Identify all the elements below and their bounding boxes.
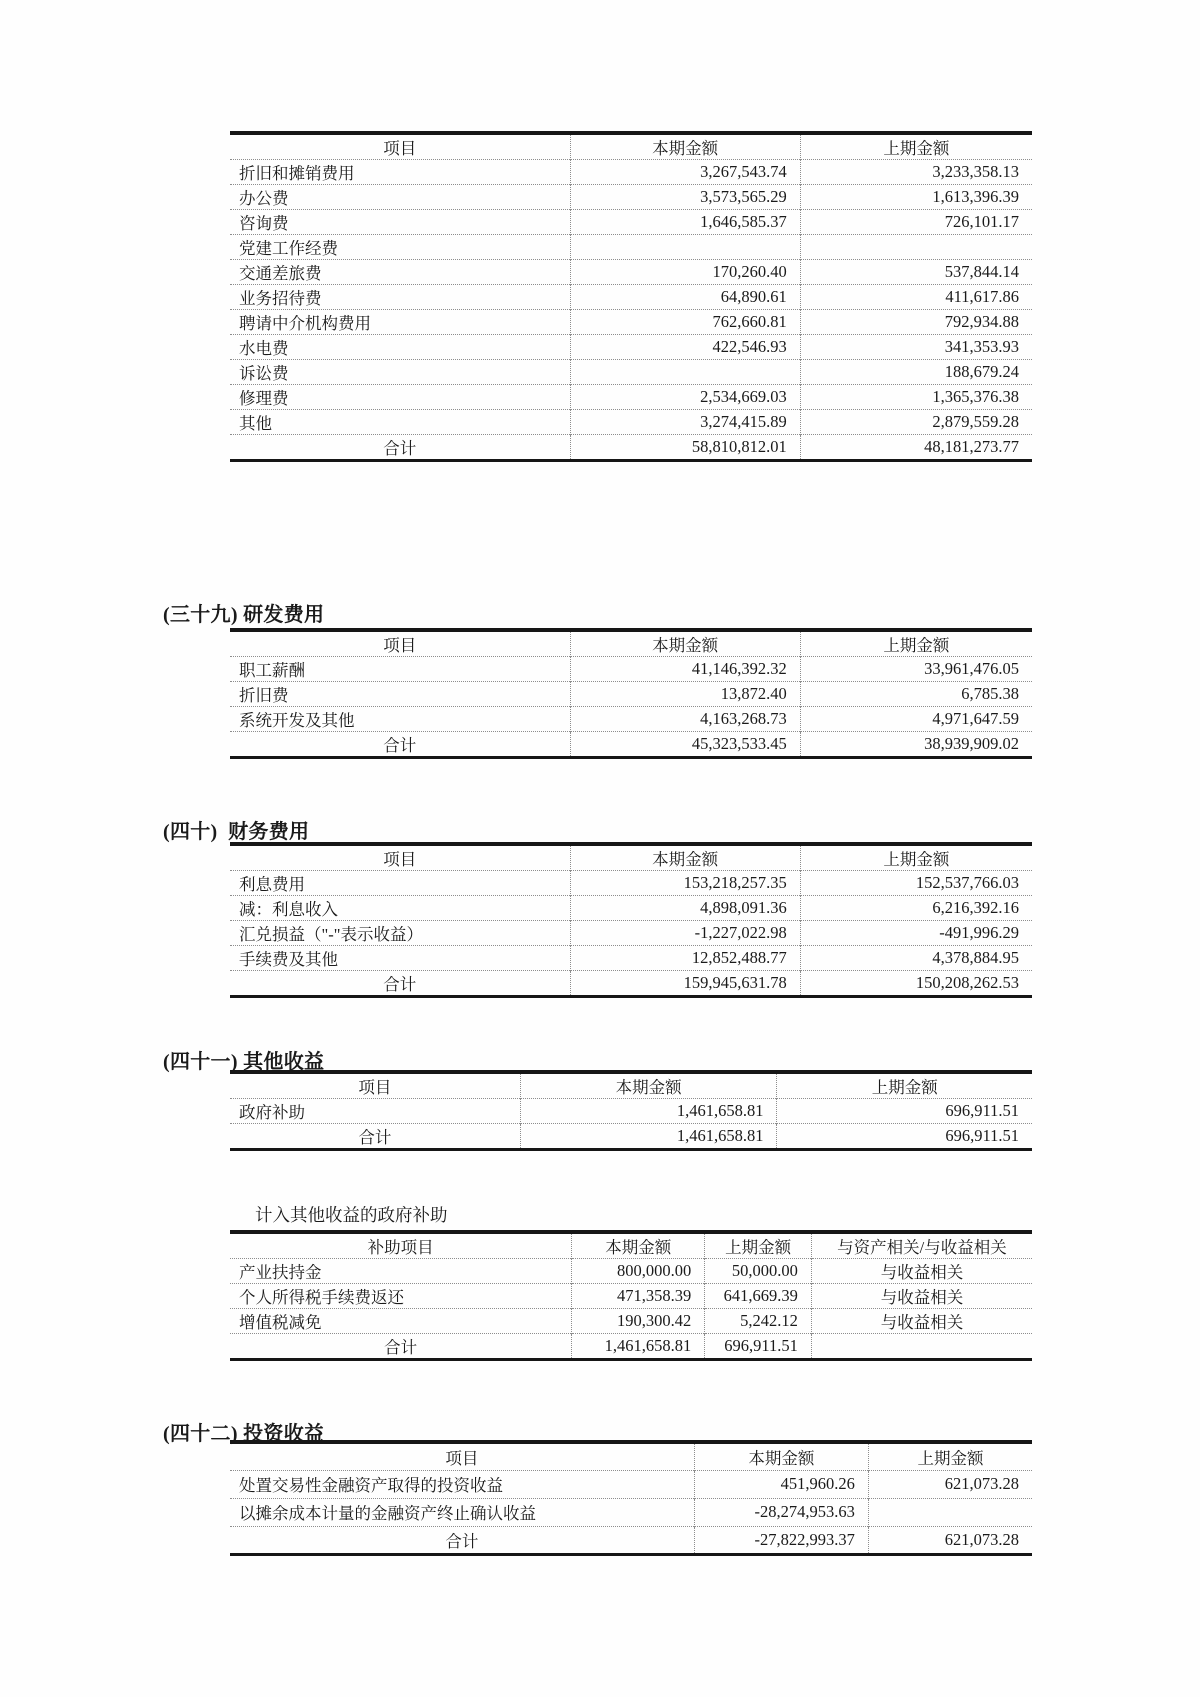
amount-cell: 4,378,884.95 xyxy=(932,948,1019,967)
amount-cell: 537,844.14 xyxy=(944,262,1019,281)
header-row xyxy=(230,1232,1032,1259)
amount-cell: 1,613,396.39 xyxy=(932,187,1019,206)
item-label: 利息费用 xyxy=(230,871,570,896)
table-row xyxy=(230,1470,1032,1498)
column-header: 项目 xyxy=(230,630,570,657)
amount-cell: 13,872.40 xyxy=(570,682,800,707)
amount-cell: -28,274,953.63 xyxy=(694,1498,868,1526)
table-row xyxy=(230,185,1032,210)
total-label: 合计 xyxy=(230,1124,520,1150)
amount-cell: 45,323,533.45 xyxy=(570,732,800,758)
amount-cell: 641,669.39 xyxy=(705,1284,812,1309)
amount-cell: 4,898,091.36 xyxy=(570,896,800,921)
amount-cell: 159,945,631.78 xyxy=(570,971,800,997)
category-cell xyxy=(800,235,1032,260)
amount-cell: 1,365,376.38 xyxy=(932,387,1019,406)
item-label: 办公费 xyxy=(230,185,570,210)
amount-cell: 4,163,268.73 xyxy=(570,707,800,732)
table-row xyxy=(230,946,1032,971)
column-header: 本期金额 xyxy=(694,1442,868,1470)
amount-cell: 33,961,476.05 xyxy=(924,659,1019,678)
column-header: 本期金额 xyxy=(572,1232,705,1259)
item-label: 党建工作经费 xyxy=(230,235,570,260)
item-label: 水电费 xyxy=(230,335,570,360)
amount-cell: 1,646,585.37 xyxy=(570,210,800,235)
total-row xyxy=(230,1334,1032,1360)
item-label: 增值税减免 xyxy=(230,1309,572,1334)
item-label: 政府补助 xyxy=(230,1099,520,1124)
column-header: 项目 xyxy=(230,133,570,160)
table-row xyxy=(230,871,1032,896)
total-row xyxy=(230,1124,1032,1150)
header-row xyxy=(230,1072,1032,1099)
item-label: 交通差旅费 xyxy=(230,260,570,285)
amount-cell: 3,573,565.29 xyxy=(570,185,800,210)
amount-cell: 1,461,658.81 xyxy=(520,1099,777,1124)
total-label: 合计 xyxy=(230,971,570,997)
item-label: 折旧费 xyxy=(230,682,570,707)
amount-cell: 2,879,559.28 xyxy=(932,412,1019,431)
period-expense-detail-table xyxy=(230,131,1032,462)
amount-cell: 4,971,647.59 xyxy=(932,709,1019,728)
amount-cell: -491,996.29 xyxy=(939,923,1019,942)
gov-grants-subtitle: 计入其他收益的政府补助 xyxy=(255,1205,448,1225)
amount-cell: 150,208,262.53 xyxy=(915,973,1019,992)
table-row xyxy=(230,657,1032,682)
amount-cell: 696,911.51 xyxy=(945,1126,1019,1145)
item-label: 修理费 xyxy=(230,385,570,410)
table-row xyxy=(230,260,1032,285)
table-row xyxy=(230,235,1032,260)
amount-cell: 190,300.42 xyxy=(572,1309,705,1334)
column-header: 补助项目 xyxy=(230,1232,572,1259)
column-header: 项目 xyxy=(230,844,570,871)
amount-cell: -1,227,022.98 xyxy=(570,921,800,946)
amount-cell: 341,353.93 xyxy=(944,337,1019,356)
table-row xyxy=(230,682,1032,707)
amount-cell: 411,617.86 xyxy=(945,287,1019,306)
amount-cell: 170,260.40 xyxy=(570,260,800,285)
amount-cell: 1,461,658.81 xyxy=(572,1334,705,1360)
amount-cell: 48,181,273.77 xyxy=(924,437,1019,456)
amount-cell: 64,890.61 xyxy=(570,285,800,310)
amount-cell: 58,810,812.01 xyxy=(570,435,800,461)
amount-cell: 422,546.93 xyxy=(570,335,800,360)
total-row xyxy=(230,435,1032,461)
financial-expenses-table xyxy=(230,842,1032,998)
table-row xyxy=(230,385,1032,410)
item-label: 系统开发及其他 xyxy=(230,707,570,732)
item-label: 手续费及其他 xyxy=(230,946,570,971)
header-row xyxy=(230,630,1032,657)
category-cell xyxy=(868,1498,1032,1526)
section-heading-financial-expenses: (四十) 财务费用 xyxy=(163,821,310,843)
amount-cell: 5,242.12 xyxy=(705,1309,812,1334)
amount-cell: 451,960.26 xyxy=(694,1470,868,1498)
total-row xyxy=(230,1526,1032,1554)
amount-cell: 621,073.28 xyxy=(944,1474,1019,1493)
column-header: 项目 xyxy=(230,1072,520,1099)
investment-income-table xyxy=(230,1440,1032,1556)
table-row xyxy=(230,921,1032,946)
table-row xyxy=(230,360,1032,385)
header-row xyxy=(230,1442,1032,1470)
item-label: 产业扶持金 xyxy=(230,1259,572,1284)
column-header: 上期金额 xyxy=(883,636,950,655)
table-row xyxy=(230,1309,1032,1334)
column-header: 本期金额 xyxy=(570,630,800,657)
section-heading-rd-expenses: (三十九) 研发费用 xyxy=(163,604,325,626)
section-heading-investment-income: (四十二) 投资收益 xyxy=(163,1423,325,1445)
amount-cell: 3,267,543.74 xyxy=(570,160,800,185)
amount-cell: 800,000.00 xyxy=(572,1259,705,1284)
table-row xyxy=(230,1099,1032,1124)
category-cell: 与收益相关 xyxy=(880,1263,964,1282)
item-label: 汇兑损益（"-"表示收益） xyxy=(230,921,570,946)
category-cell: 与收益相关 xyxy=(880,1288,964,1307)
column-header: 本期金额 xyxy=(570,133,800,160)
table-row xyxy=(230,707,1032,732)
table-row xyxy=(230,210,1032,235)
item-label: 职工薪酬 xyxy=(230,657,570,682)
table-row xyxy=(230,160,1032,185)
amount-cell: 1,461,658.81 xyxy=(520,1124,777,1150)
item-label: 个人所得税手续费返还 xyxy=(230,1284,572,1309)
item-label: 聘请中介机构费用 xyxy=(230,310,570,335)
table-row xyxy=(230,1284,1032,1309)
column-header: 项目 xyxy=(230,1442,694,1470)
column-header: 上期金额 xyxy=(917,1448,984,1468)
header-row xyxy=(230,844,1032,871)
amount-cell: 762,660.81 xyxy=(570,310,800,335)
item-label: 业务招待费 xyxy=(230,285,570,310)
amount-cell: 471,358.39 xyxy=(572,1284,705,1309)
amount-cell: 188,679.24 xyxy=(944,362,1019,381)
section-heading-other-income: (四十一) 其他收益 xyxy=(163,1051,325,1073)
total-label: 合计 xyxy=(230,732,570,758)
category-cell xyxy=(570,235,800,260)
other-income-table xyxy=(230,1070,1032,1151)
amount-cell: 621,073.28 xyxy=(944,1529,1019,1549)
amount-cell: 3,274,415.89 xyxy=(570,410,800,435)
rd-expenses-table xyxy=(230,628,1032,759)
table-row xyxy=(230,1259,1032,1284)
item-label: 处置交易性金融资产取得的投资收益 xyxy=(230,1470,694,1498)
amount-cell: 792,934.88 xyxy=(944,312,1019,331)
amount-cell: 6,216,392.16 xyxy=(932,898,1019,917)
total-label: 合计 xyxy=(230,1526,694,1554)
column-header: 上期金额 xyxy=(883,139,950,158)
table-row xyxy=(230,410,1032,435)
gov-grants-table xyxy=(230,1230,1032,1361)
item-label: 咨询费 xyxy=(230,210,570,235)
table-row xyxy=(230,285,1032,310)
table-row xyxy=(230,1498,1032,1526)
amount-cell: -27,822,993.37 xyxy=(694,1526,868,1554)
item-label: 诉讼费 xyxy=(230,360,570,385)
amount-cell: 153,218,257.35 xyxy=(570,871,800,896)
amount-cell: 41,146,392.32 xyxy=(570,657,800,682)
column-header: 上期金额 xyxy=(705,1232,812,1259)
item-label: 减：利息收入 xyxy=(230,896,570,921)
header-row xyxy=(230,133,1032,160)
total-label: 合计 xyxy=(230,1334,572,1360)
column-header: 本期金额 xyxy=(570,844,800,871)
total-row xyxy=(230,732,1032,758)
table-row xyxy=(230,310,1032,335)
total-label: 合计 xyxy=(230,435,570,461)
amount-cell: 38,939,909.02 xyxy=(924,734,1019,753)
amount-cell: 2,534,669.03 xyxy=(570,385,800,410)
column-header: 本期金额 xyxy=(520,1072,777,1099)
category-cell: 与收益相关 xyxy=(880,1313,964,1332)
amount-cell: 696,911.51 xyxy=(945,1101,1019,1120)
amount-cell: 696,911.51 xyxy=(705,1334,812,1360)
table-row xyxy=(230,335,1032,360)
amount-cell: 152,537,766.03 xyxy=(915,873,1019,892)
item-label: 其他 xyxy=(230,410,570,435)
table-row xyxy=(230,896,1032,921)
category-cell xyxy=(570,360,800,385)
category-cell xyxy=(811,1334,1032,1360)
amount-cell: 726,101.17 xyxy=(944,212,1019,231)
amount-cell: 50,000.00 xyxy=(705,1259,812,1284)
amount-cell: 3,233,358.13 xyxy=(932,162,1019,181)
item-label: 折旧和摊销费用 xyxy=(230,160,570,185)
column-header: 上期金额 xyxy=(871,1078,938,1097)
column-header: 上期金额 xyxy=(883,850,950,869)
amount-cell: 12,852,488.77 xyxy=(570,946,800,971)
amount-cell: 6,785.38 xyxy=(961,684,1019,703)
total-row xyxy=(230,971,1032,997)
column-header: 与资产相关/与收益相关 xyxy=(837,1238,1007,1257)
item-label: 以摊余成本计量的金融资产终止确认收益 xyxy=(230,1498,694,1526)
